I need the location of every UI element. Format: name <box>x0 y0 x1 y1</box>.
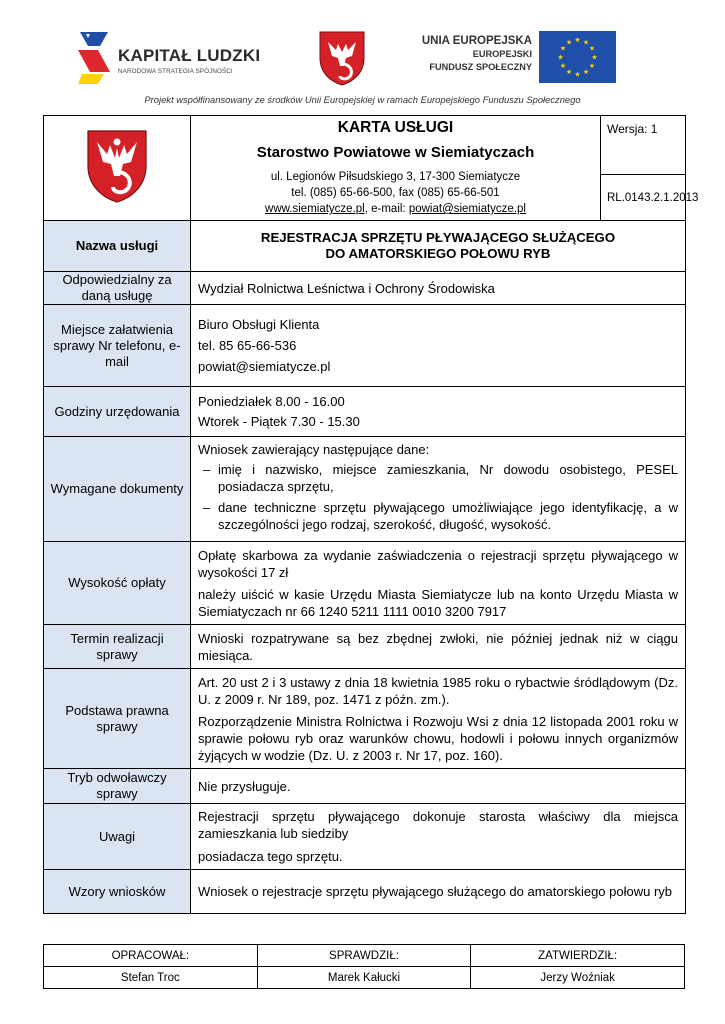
oplaty-value <box>191 542 686 625</box>
dokumenty-intro: Wniosek zawierający następujące dane: <box>198 442 430 457</box>
godziny-label: Godziny urzędowania <box>44 387 191 437</box>
header-row-top <box>44 116 686 175</box>
kapital-ludzki-logo <box>76 28 261 86</box>
miejsce-line-1: Biuro Obsługi Klienta <box>198 317 320 332</box>
office-name: Starostwo Powiatowe w Siemiatyczach <box>256 144 535 161</box>
podstawa-label: Podstawa prawna sprawy <box>44 669 191 769</box>
row-termin <box>44 625 686 669</box>
row-dokumenty <box>44 437 686 542</box>
zatwierdzil-heading: ZATWIERDZIŁ: <box>471 945 685 967</box>
dokumenty-value <box>191 437 686 542</box>
karta-uslugi-table <box>43 115 699 914</box>
list-item: – imię i nazwisko, miejsce zamieszkania, Nr dowodu osobistego, PESEL posiadacza sprzętu, <box>203 462 678 494</box>
uwagi-para-1: Rejestracji sprzętu pływającego dokonuje starosta właściwy dla miejsca zamieszkania lub siedziby <box>198 809 678 841</box>
office-links <box>195 201 596 217</box>
zatwierdzil-name: Jerzy Woźniak <box>471 967 685 989</box>
sprawdzil-heading: SPRAWDZIŁ: <box>257 945 471 967</box>
row-tryb <box>44 769 686 804</box>
projekt-line: Projekt współfinansowany ze środków Unii Europejskiej w ramach Europejskiego Funduszu Społecznego <box>144 94 581 105</box>
miejsce-value <box>191 305 686 387</box>
signature-name-row <box>44 967 685 989</box>
oplaty-para-1: Opłatę skarbowa za wydanie zaświadczenia o rejestracji sprzętu pływającego w wysokości 17 zł <box>198 547 678 580</box>
row-nazwa-uslugi <box>44 221 686 272</box>
svg-text:★: ★ <box>574 36 581 44</box>
row-podstawa <box>44 669 686 769</box>
opracowal-heading: OPRACOWAŁ: <box>44 945 258 967</box>
tryb-label: Tryb odwoławczy sprawy <box>44 769 191 804</box>
sprawdzil-name: Marek Kałucki <box>257 967 471 989</box>
header-crest-cell <box>44 116 191 221</box>
uwagi-value <box>191 804 686 870</box>
wersja-cell: Wersja: 1 <box>601 116 686 175</box>
wzory-label: Wzory wniosków <box>44 870 191 914</box>
eu-line-2: EUROPEJSKI <box>472 49 532 59</box>
oplaty-label: Wysokość opłaty <box>44 542 191 625</box>
row-oplaty <box>44 542 686 625</box>
kapital-ludzki-title: KAPITAŁ LUDZKI <box>118 46 261 65</box>
service-name-line-1: REJESTRACJA SPRZĘTU PŁYWAJĄCEGO SŁUŻĄCEGO <box>260 230 616 245</box>
svg-text:★: ★ <box>582 38 590 47</box>
document-code: RL.0143.2.1.2013 <box>601 175 686 221</box>
dash-bullet: – <box>203 500 211 515</box>
nazwa-uslugi-value <box>191 221 686 272</box>
godziny-line-2: Wtorek - Piątek 7.30 - 15.30 <box>198 413 360 429</box>
eu-fund-text <box>418 35 532 74</box>
svg-text:★: ★ <box>559 44 567 53</box>
wzory-value: Wniosek o rejestracje sprzętu pływającego służącego do amatorskiego połowu ryb <box>191 870 686 914</box>
website-link[interactable]: www.siemiatycze.pl <box>265 203 365 215</box>
miejsce-line-2: tel. 85 65-66-536 <box>198 338 297 353</box>
eu-line-1: UNIA EUROPEJSKA <box>421 35 532 47</box>
uwagi-para-2: posiadacza tego sprzętu. <box>198 849 343 864</box>
svg-text:★: ★ <box>582 68 590 76</box>
powiat-crest-top <box>318 30 366 91</box>
dokumenty-label: Wymagane dokumenty <box>44 437 191 542</box>
tryb-value: Nie przysługuje. <box>191 769 686 804</box>
row-wzory <box>44 870 686 914</box>
email-link[interactable]: powiat@siemiatycze.pl <box>408 203 526 215</box>
svg-text:★: ★ <box>588 44 596 53</box>
odpowiedzialny-value: Wydział Rolnictwa Leśnictwa i Ochrony Środowiska <box>191 272 686 305</box>
row-odpowiedzialny <box>44 272 686 305</box>
svg-text:★: ★ <box>557 53 564 62</box>
kapital-ludzki-subtitle: NARODOWA STRATEGIA SPÓJNOŚCI <box>118 68 233 75</box>
eu-line-3: FUNDUSZ SPOŁECZNY <box>429 62 532 72</box>
svg-text:★: ★ <box>574 70 581 79</box>
uwagi-label: Uwagi <box>44 804 191 870</box>
godziny-value <box>191 387 686 437</box>
kapital-ludzki-emblem <box>76 28 112 86</box>
email-prefix: , e-mail: <box>364 203 409 215</box>
termin-value: Wnioski rozpatrywane są bez zbędnej zwłoki, nie później jednak niż w ciągu miesiąca. <box>191 625 686 669</box>
godziny-line-1: Poniedziałek 8.00 - 16.00 <box>198 393 345 409</box>
svg-text:★: ★ <box>565 68 573 76</box>
nazwa-uslugi-label: Nazwa usługi <box>44 221 191 272</box>
powiat-crest <box>85 128 149 204</box>
termin-label: Termin realizacji sprawy <box>44 625 191 669</box>
office-phone: tel. (085) 65-66-500, fax (085) 65-66-501 <box>291 187 500 199</box>
svg-text:★: ★ <box>565 38 573 47</box>
podstawa-para-2: Rozporządzenie Ministra Rolnictwa i Rozwoju Wsi z dnia 12 listopada 2001 roku w sprawie połowu ryb oraz warunków chowu, hodowli i połowu innych organizmów żyjących w wodzie (Dz. U. z 2003 r. Nr 17, poz. 160). <box>198 713 678 763</box>
dash-bullet: – <box>203 462 211 477</box>
row-uwagi <box>44 804 686 870</box>
podstawa-value <box>191 669 686 769</box>
svg-text:★: ★ <box>588 62 596 70</box>
oplaty-para-2: należy uiścić w kasie Urzędu Miasta Siemiatycze lub na konto Urzędu Miasta w Siemiatyczach nr 66 1240 5211 1111 0010 3200 7917 <box>198 586 678 619</box>
podstawa-para-1: Art. 20 ust 2 i 3 ustawy z dnia 18 kwietnia 1985 roku o rybactwie śródlądowym (Dz. U. z 2009 r. Nr 189, poz. 1471 z późn. zm.). <box>198 674 678 707</box>
office-address: ul. Legionów Piłsudskiego 3, 17-300 Siemiatycze <box>270 171 521 183</box>
row-miejsce <box>44 305 686 387</box>
logo-strip <box>0 0 725 92</box>
svg-text:★: ★ <box>591 53 598 62</box>
dokumenty-list <box>198 461 678 533</box>
row-godziny <box>44 387 686 437</box>
eu-flag-logo <box>539 31 616 88</box>
miejsce-line-3: powiat@siemiatycze.pl <box>198 359 331 374</box>
miejsce-label: Miejsce załatwienia sprawy Nr telefonu, e-mail <box>44 305 191 387</box>
opracowal-name: Stefan Troc <box>44 967 258 989</box>
karta-uslugi-title: KARTA USŁUGI <box>337 119 454 136</box>
svg-text:★: ★ <box>559 62 567 70</box>
service-name-line-2: DO AMATORSKIEGO POŁOWU RYB <box>325 246 551 261</box>
signature-header-row <box>44 945 685 967</box>
signature-table <box>43 944 685 989</box>
header-title-cell <box>191 116 601 221</box>
odpowiedzialny-label: Odpowiedzialny za daną usługę <box>44 272 191 305</box>
list-item: – dane techniczne sprzętu pływającego umożliwiające jego identyfikację, a w szczególności jego rodzaj, szerokość, długość, wysokość. <box>203 500 678 532</box>
